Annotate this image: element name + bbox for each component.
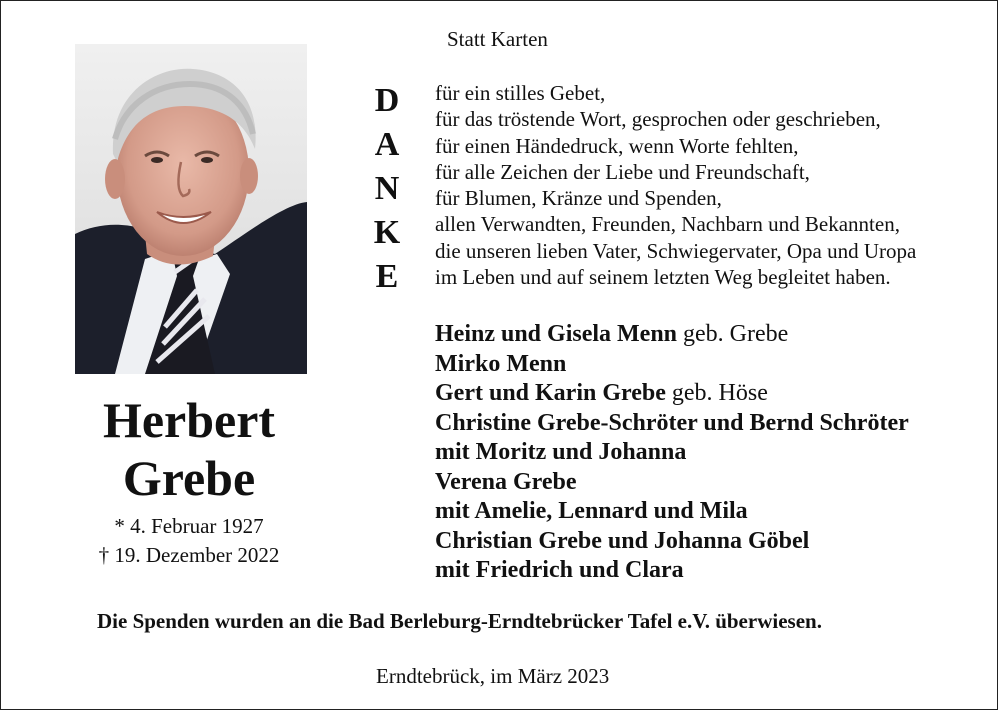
danke-letter: K (373, 214, 401, 251)
life-dates (75, 512, 303, 570)
family-name: mit Moritz und Johanna (435, 439, 687, 465)
danke-letter: A (374, 126, 400, 163)
thanks-line: im Leben und auf seinem letzten Weg begleitet haben. (435, 265, 891, 290)
family-row (435, 320, 909, 350)
family-row (435, 468, 909, 498)
family-name: mit Amelie, Lennard und Mila (435, 498, 748, 524)
family-name: Christian Grebe und Johanna Göbel (435, 527, 810, 554)
deceased-name (75, 391, 303, 507)
portrait-photo (75, 44, 307, 374)
thanks-line: die unseren lieben Vater, Schwiegervater, Opa und Uropa (435, 238, 917, 263)
statt-karten-label: Statt Karten (447, 27, 548, 51)
deceased-last-name: Grebe (122, 450, 256, 506)
family-list (435, 320, 909, 586)
thanks-text (435, 80, 916, 290)
family-name: Mirko Menn (435, 350, 567, 377)
family-name: Gert und Karin Grebe (435, 380, 666, 406)
family-name: Christine Grebe-Schröter und Bernd Schröter (435, 409, 909, 436)
birth-date: * 4. Februar 1927 (114, 514, 264, 538)
thanks-line: für einen Händedruck, wenn Worte fehlten, (435, 133, 799, 158)
family-row (435, 350, 909, 380)
family-suffix: geb. Grebe (677, 321, 789, 347)
donation-note: Die Spenden wurden an die Bad Berleburg-Erndtebrücker Tafel e.V. überwiesen. (97, 609, 822, 633)
danke-letter: D (374, 82, 400, 119)
danke-letter: N (374, 170, 400, 207)
family-row (435, 527, 909, 557)
portrait-image (75, 44, 307, 374)
place-date: Erndtebrück, im März 2023 (376, 664, 610, 688)
family-row (435, 556, 909, 586)
thanks-line: für Blumen, Kränze und Spenden, (435, 186, 722, 211)
danke-vertical-heading (369, 79, 405, 299)
thanks-line: allen Verwandten, Freunden, Nachbarn und Bekannten, (435, 212, 900, 237)
family-row (435, 438, 909, 468)
deceased-first-name: Herbert (102, 392, 276, 448)
family-row (435, 409, 909, 439)
family-suffix: geb. Höse (665, 380, 768, 406)
family-row (435, 497, 909, 527)
thanks-line: für alle Zeichen der Liebe und Freundschaft, (435, 159, 810, 184)
thanks-line: für ein stilles Gebet, (435, 81, 606, 105)
danke-letter: E (375, 258, 399, 295)
death-date: † 19. Dezember 2022 (98, 543, 280, 567)
family-row (435, 379, 909, 409)
family-name: mit Friedrich und Clara (435, 557, 684, 583)
family-name: Heinz und Gisela Menn (435, 321, 678, 347)
thanks-line: für das tröstende Wort, gesprochen oder geschrieben, (435, 107, 881, 132)
family-name: Verena Grebe (435, 468, 577, 495)
